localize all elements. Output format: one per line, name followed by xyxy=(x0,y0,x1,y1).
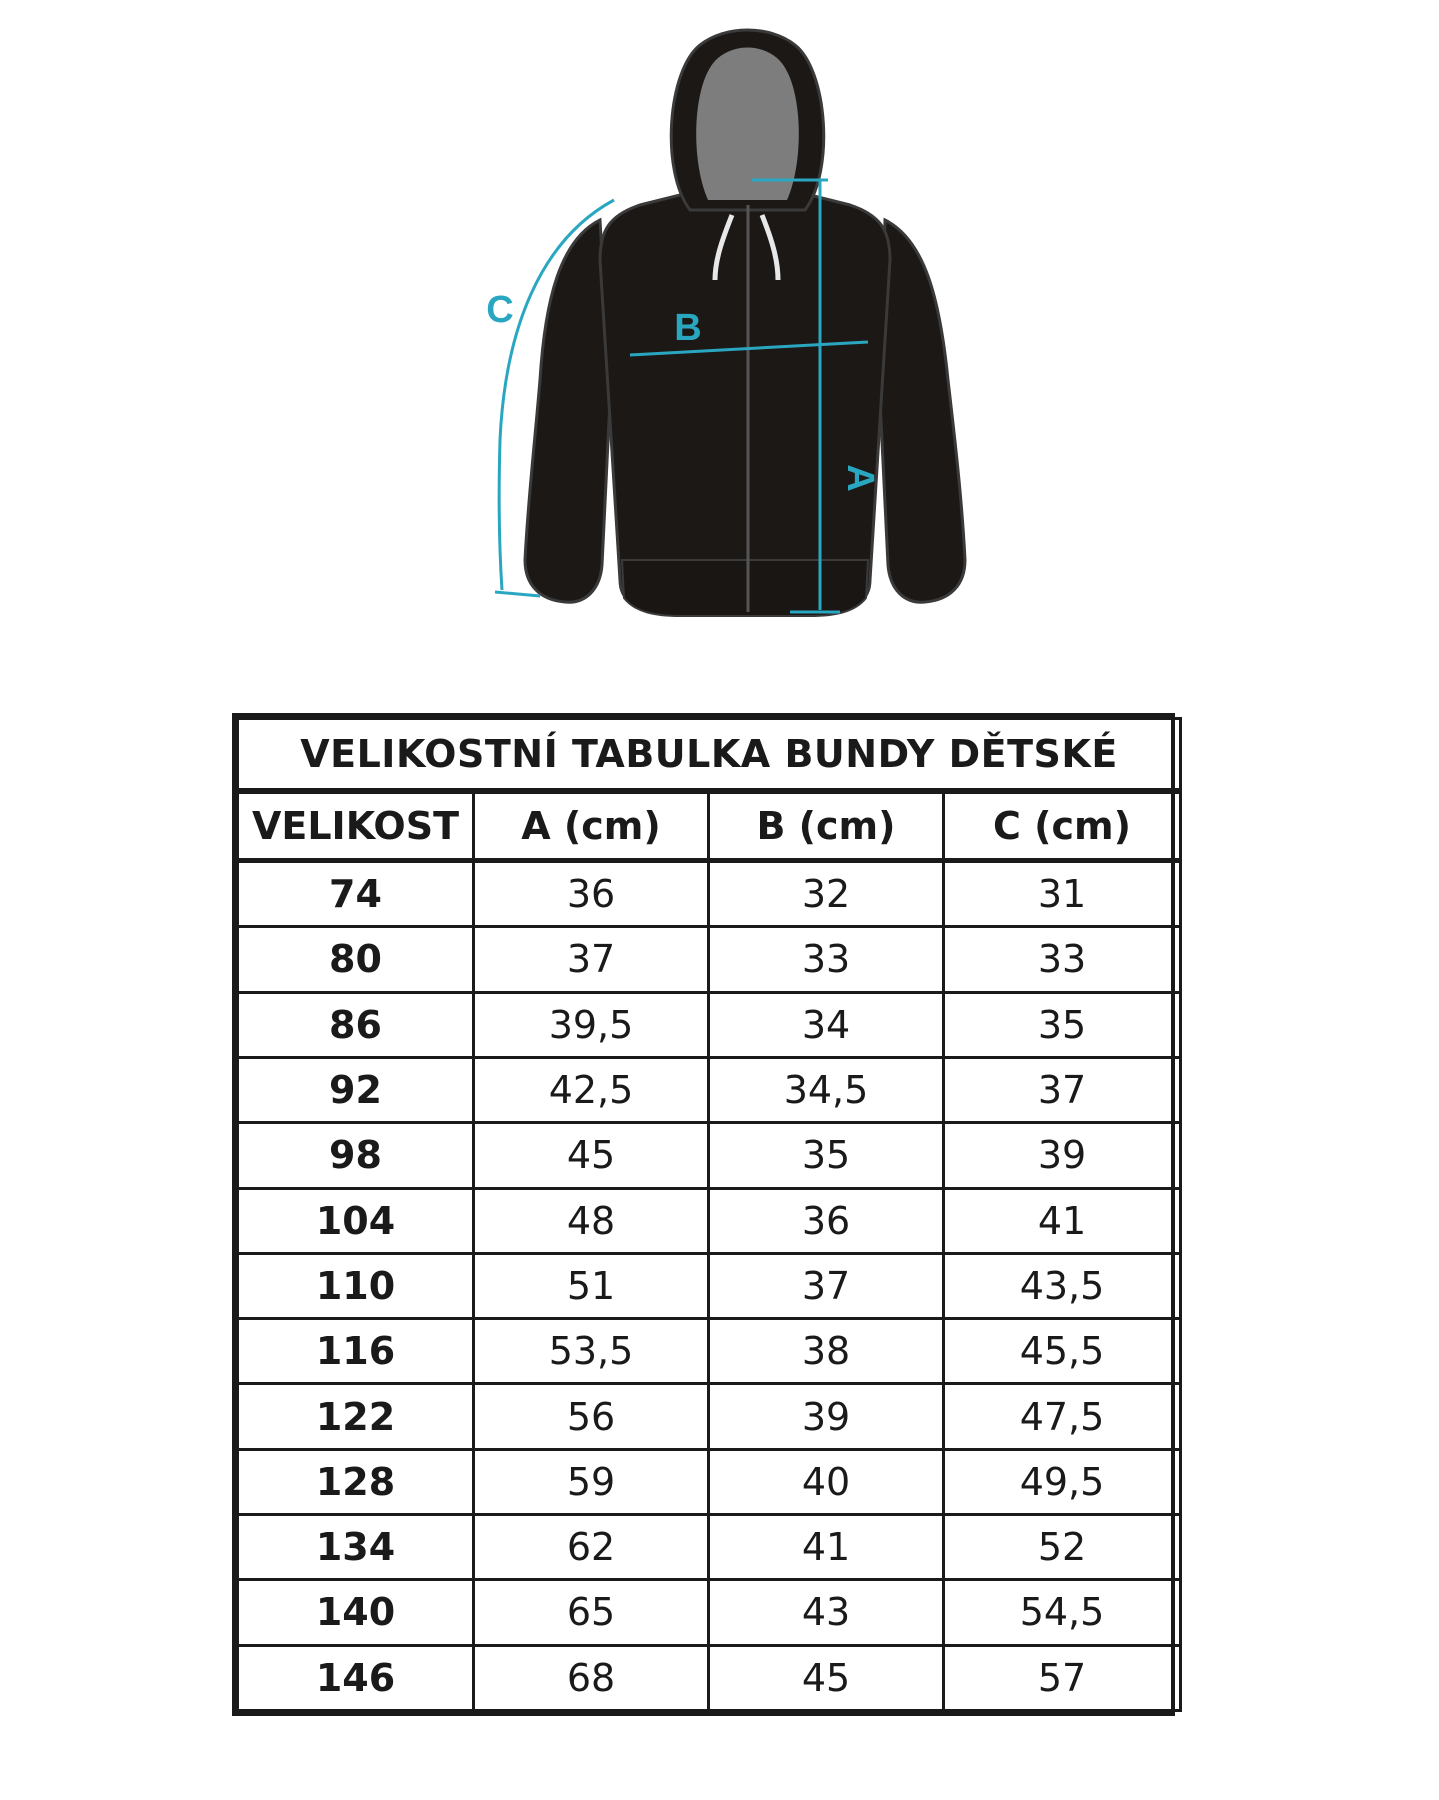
a-cell: 51 xyxy=(474,1253,709,1318)
table-body xyxy=(238,861,1181,1711)
c-cell: 49,5 xyxy=(944,1449,1181,1514)
table-row xyxy=(238,1319,1181,1384)
size-cell: 80 xyxy=(238,927,474,992)
a-cell: 56 xyxy=(474,1384,709,1449)
size-cell: 128 xyxy=(238,1449,474,1514)
table-row xyxy=(238,927,1181,992)
c-cell: 33 xyxy=(944,927,1181,992)
c-cell: 57 xyxy=(944,1645,1181,1710)
header-b: B (cm) xyxy=(709,791,944,861)
table-row xyxy=(238,992,1181,1057)
table-row xyxy=(238,1057,1181,1122)
right-sleeve xyxy=(880,220,965,602)
a-cell: 59 xyxy=(474,1449,709,1514)
size-cell: 104 xyxy=(238,1188,474,1253)
a-cell: 65 xyxy=(474,1580,709,1645)
c-cell: 45,5 xyxy=(944,1319,1181,1384)
table-row xyxy=(238,1580,1181,1645)
table-row xyxy=(238,1253,1181,1318)
size-cell: 98 xyxy=(238,1123,474,1188)
table-row xyxy=(238,1123,1181,1188)
c-cell: 35 xyxy=(944,992,1181,1057)
c-cell: 41 xyxy=(944,1188,1181,1253)
size-table-frame xyxy=(232,713,1175,1716)
size-cell: 122 xyxy=(238,1384,474,1449)
b-cell: 41 xyxy=(709,1515,944,1580)
header-c: C (cm) xyxy=(944,791,1181,861)
a-cell: 68 xyxy=(474,1645,709,1710)
size-cell: 110 xyxy=(238,1253,474,1318)
measure-a-label: A xyxy=(839,464,881,492)
a-cell: 45 xyxy=(474,1123,709,1188)
a-cell: 39,5 xyxy=(474,992,709,1057)
b-cell: 39 xyxy=(709,1384,944,1449)
table-title: VELIKOSTNÍ TABULKA BUNDY DĚTSKÉ xyxy=(238,719,1181,792)
size-cell: 92 xyxy=(238,1057,474,1122)
b-cell: 36 xyxy=(709,1188,944,1253)
b-cell: 33 xyxy=(709,927,944,992)
b-cell: 45 xyxy=(709,1645,944,1710)
b-cell: 34 xyxy=(709,992,944,1057)
table-row xyxy=(238,1449,1181,1514)
a-cell: 48 xyxy=(474,1188,709,1253)
b-cell: 35 xyxy=(709,1123,944,1188)
jacket-body xyxy=(600,190,890,612)
c-cell: 54,5 xyxy=(944,1580,1181,1645)
a-cell: 62 xyxy=(474,1515,709,1580)
table-header-row xyxy=(238,791,1181,861)
c-cell: 39 xyxy=(944,1123,1181,1188)
b-cell: 34,5 xyxy=(709,1057,944,1122)
size-cell: 116 xyxy=(238,1319,474,1384)
header-velikost: VELIKOST xyxy=(238,791,474,861)
size-cell: 134 xyxy=(238,1515,474,1580)
table-row xyxy=(238,1384,1181,1449)
measure-b-label: B xyxy=(674,307,702,349)
table-row xyxy=(238,1515,1181,1580)
a-cell: 42,5 xyxy=(474,1057,709,1122)
b-cell: 37 xyxy=(709,1253,944,1318)
size-cell: 140 xyxy=(238,1580,474,1645)
jacket-diagram xyxy=(0,0,1439,640)
jacket-illustration xyxy=(525,30,965,616)
c-cell: 37 xyxy=(944,1057,1181,1122)
b-cell: 38 xyxy=(709,1319,944,1384)
size-cell: 146 xyxy=(238,1645,474,1710)
header-a: A (cm) xyxy=(474,791,709,861)
measure-c-bottom-tick xyxy=(495,592,540,596)
b-cell: 43 xyxy=(709,1580,944,1645)
b-cell: 40 xyxy=(709,1449,944,1514)
c-cell: 47,5 xyxy=(944,1384,1181,1449)
table-title-row xyxy=(238,719,1181,792)
c-cell: 31 xyxy=(944,861,1181,927)
a-cell: 36 xyxy=(474,861,709,927)
table-row xyxy=(238,1645,1181,1710)
a-cell: 53,5 xyxy=(474,1319,709,1384)
size-cell: 74 xyxy=(238,861,474,927)
c-cell: 52 xyxy=(944,1515,1181,1580)
table-row xyxy=(238,861,1181,927)
measure-c-label: C xyxy=(486,289,514,331)
size-table xyxy=(236,717,1182,1712)
c-cell: 43,5 xyxy=(944,1253,1181,1318)
waistband xyxy=(622,560,868,616)
size-cell: 86 xyxy=(238,992,474,1057)
table-row xyxy=(238,1188,1181,1253)
b-cell: 32 xyxy=(709,861,944,927)
a-cell: 37 xyxy=(474,927,709,992)
hood-lining xyxy=(696,48,799,201)
